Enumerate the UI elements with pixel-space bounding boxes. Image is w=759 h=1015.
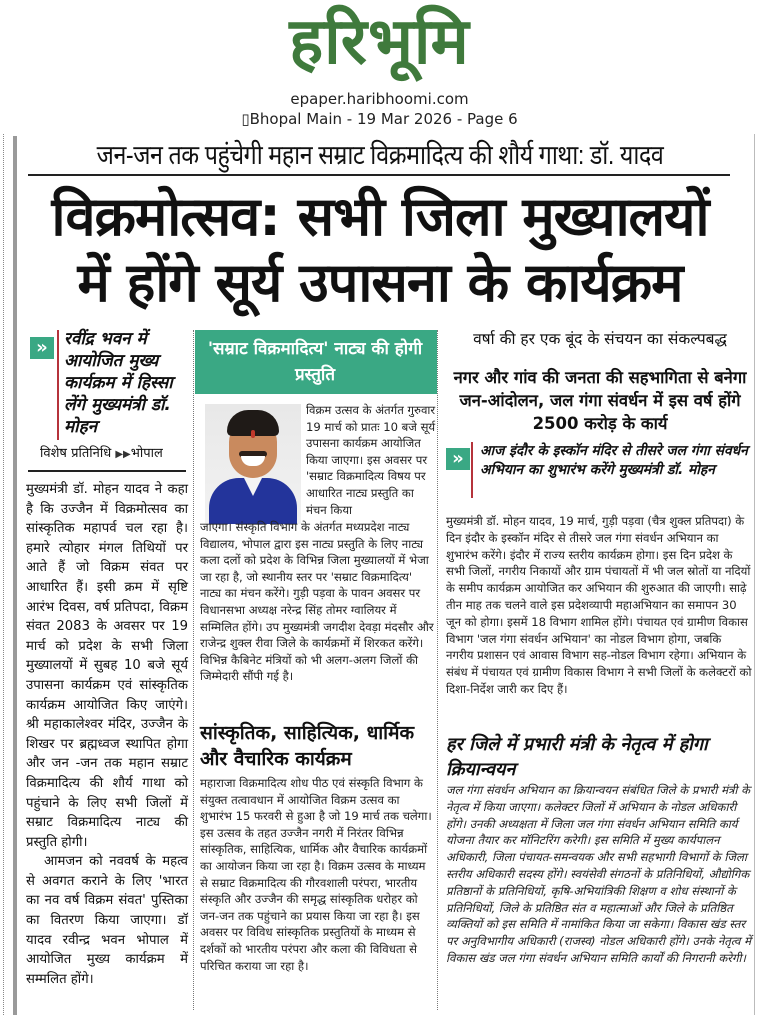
page-left-border — [3, 134, 4, 1015]
deck-accent-rule — [471, 442, 473, 498]
col2-subhead: सांस्कृतिक, साहित्यिक, धार्मिक और वैचारिक कार्यक्रम — [200, 722, 415, 770]
col3-body-2: जल गंगा संवर्धन अभियान का क्रियान्वयन संबंधित जिले के प्रभारी मंत्री के नेतृत्व में किया जाएगा। कलेक्टर जिलों में अभियान के नोडल अधिकारी होंगे। उनकी अध्यक्षता में जिला जल गंगा संवर्धन अभियान समिति कार्य योजना तैयार कर मॉनिटरिंग करेगी। इस समिति में मुख्य कार्यपालन अधिकारी, जिला पंचायत-समन्वयक और सभी सहभागी विभागों के जिला स्तरीय अधिकारी सदस्य होंगे। स्वयंसेवी संगठनों के प्रतिनिधियों, औद्योगिक प्रतिष्ठानों के प्रतिनिधियों, कृषि-अभियांत्रिकी शिक्षण व शोध संस्थानों के प्रतिनिधियों, जिले के प्रतिष्ठित संत व महात्माओं और जिले के प्रतिष्ठित व्यक्तियों को इस समिति में नामांकित किया जा सकेगा। विकास खंड स्तर पर अनुविभागीय अधिकारी (राजस्व) नोडल अधिकारी होंगे। उनके नेतृत्व में विकास खंड जल गंगा संवर्धन अभियान समिति कार्यों की निगरानी करेगी। — [446, 783, 752, 965]
col3-deck: आज इंदौर के इस्कॉन मंदिर से तीसरे जल गंगा संवर्धन अभियान का शुभारंभ करेंगे मुख्यमंत्री डॉ. मोहन — [480, 443, 748, 478]
double-chevron-icon: » — [30, 337, 54, 359]
col2-body: जाएगा। संस्कृति विभाग के अंतर्गत मध्यप्रदेश नाट्य विद्यालय, भोपाल द्वारा इस नाट्य प्रस्तुति के लिए नाट्य कला दलों को प्रदेश के विभिन्न जिला मुख्यालयों में भेजा जा रहा है, जो स्थानीय स्तर पर 'सम्राट विक्रमादित्य' नाट्य का मंचन करेंगे। गुड़ी पड़वा के पावन अवसर पर विधानसभा अध्यक्ष नरेन्द्र सिंह तोमर ग्वालियर में सम्मिलित होंगे। उप मुख्यमंत्री जगदीश देवड़ा मंदसौर और राजेन्द्र शुक्ल रीवा जिले के कार्यक्रमों में शिरकत करेंगे। विभिन्न कैबिनेट मंत्रियों को भी अलग-अलग जिलों की जिम्मेदारी सौंपी गई है। — [200, 520, 434, 684]
double-chevron-icon: » — [446, 448, 470, 470]
col1-rule — [28, 470, 186, 472]
col1-paragraph: आमजन को नववर्ष के महत्व से अवगत कराने के लिए 'भारत का नव वर्ष विक्रम संवत' पुस्तिका का वितरण किया जाएगा। डॉ यादव रवीन्द्र भवन भोपाल में आयोजित मुख्य कार्यक्रम में सम्मलित होंगे। — [26, 854, 188, 987]
page-right-border — [754, 134, 755, 1015]
natya-banner: 'सम्राट विक्रमादित्य' नाट्य की होगी प्रस्तुति — [195, 330, 435, 394]
col3-headline: नगर और गांव की जनता की सहभागिता से बनेगा जन-आंदोलन, जल गंगा संवर्धन में इस वर्ष होंगे 2500 करोड़ के कार्य — [453, 368, 747, 433]
byline-author: विशेष प्रतिनिधि — [40, 446, 112, 461]
col3-body: मुख्यमंत्री डॉ. मोहन यादव, 19 मार्च, गुड़ी पड़वा (चैत्र शुक्ल प्रतिपदा) के दिन इंदौर के इस्कॉन मंदिर से तीसरे जल गंगा संवर्धन अभियान का शुभारंभ करेंगे। इंदौर में राज्य स्तरीय कार्यक्रम होगा। इस दिन प्रदेश के सभी जिलों, नगरीय निकायों और ग्राम पंचायतों में भी जल स्रोतों या नदियों के समीप कार्यक्रम आयोजित कर अभियान की शुरुआत की जाएगी। साढ़े तीन माह तक चलने वाले इस प्रदेशव्यापी महाअभियान का समापन 30 जून को होगा। इसमें 18 विभाग शामिल होंगे। पंचायत एवं ग्रामीण विकास विभाग 'जल गंगा संवर्धन अभियान' का नोडल विभाग होगा, जबकि नगरीय प्रशासन एवं आवास विभाग सह-नोडल विभाग रहेगा। अभियान के संबंध में पंचायत एवं ग्रामीण विकास विभाग ने सभी जिलों के कलेक्टरों को दिशा-निर्देश जारी कर दिए हैं। — [446, 514, 752, 696]
col3-kicker: वर्षा की हर एक बूंद के संचयन का संकल्पबद्ध — [473, 330, 727, 348]
article-kicker: जन-जन तक पहुंचेगी महान सम्राट विक्रमादित्य की शौर्य गाथा: डॉ. यादव — [96, 140, 664, 170]
col1-deck: रवींद्र भवन में आयोजित मुख्य कार्यक्रम में हिस्सा लेंगे मुख्यमंत्री डॉ. मोहन — [64, 329, 173, 437]
edition-info — [0, 110, 759, 128]
column-separator — [437, 330, 438, 1010]
col2-body-2: महाराजा विक्रमादित्य शोध पीठ एवं संस्कृति विभाग के संयुक्त तत्वावधान में आयोजित विक्रम उत्सव का शुभारंभ 15 फरवरी से हुआ है जो 19 मार्च तक चलेगा। इस उत्सव के तहत उज्जैन नगरी में निरंतर विभिन्न सांस्कृतिक, साहित्यिक, धार्मिक और वैचारिक कार्यक्रमों का आयोजन किया जा रहा है। विक्रम उत्सव के माध्यम से सम्राट विक्रमादित्य की गौरवशाली परंपरा, भारतीय संस्कृति और उज्जैन की समृद्ध सांस्कृतिक धरोहर को जन-जन तक पहुंचाने का प्रयास किया जा रहा है। इस अवसर पर विविध सांस्कृतिक प्रस्तुतियों के माध्यम से दर्शकों को भारतीय परंपरा और कला की विविधता से परिचित कराया जा रहा है। — [200, 776, 432, 973]
newspaper-logo[interactable]: हरिभूमि — [289, 5, 470, 79]
calendar-icon: ▯ — [241, 110, 250, 128]
col1-body — [26, 480, 188, 989]
page-left-bar — [13, 136, 17, 1015]
kicker-rule — [28, 174, 730, 176]
col3-subhead: हर जिले में प्रभारी मंत्री के नेतृत्व में होगा क्रियान्वयन — [446, 734, 708, 780]
byline-arrow-icon: ▶▶ — [115, 449, 131, 460]
byline-place: भोपाल — [130, 446, 163, 461]
deck-accent-rule — [57, 330, 59, 440]
banner-accent-strip — [432, 330, 437, 394]
article-headline — [20, 184, 740, 316]
headline-line-1: विक्रमोत्सव: सभी जिला मुख्यालयों — [51, 185, 709, 248]
chief-minister-photo — [205, 404, 301, 524]
headline-line-2: में होंगे सूर्य उपासना के कार्यक्रम — [77, 251, 683, 314]
masthead — [0, 0, 759, 130]
photo-tilak — [251, 430, 255, 438]
col1-paragraph: मुख्यमंत्री डॉ. मोहन यादव ने कहा है कि उज्जैन में विक्रमोत्सव का सांस्कृतिक महापर्व चल रहा है। हमारे त्योहार मंगल तिथियों पर आते हैं जो विक्रम संवत पर आधारित हैं। इसी क्रम में सृष्टि आरंभ दिवस, वर्ष प्रतिपदा, विक्रम संवत 2083 के अवसर पर 19 मार्च को प्रदेश के सभी जिला मुख्यालयों में सुबह 10 बजे सूर्य उपासना कार्यक्रम एवं सांस्कृतिक कार्यक्रम आयोजित किए जाएंगे। श्री महाकालेश्वर मंदिर, उज्जैन के शिखर पर ब्रह्मध्वज स्थापित होगा और जन -जन तक महान सम्राट विक्रमादित्य की शौर्य गाथा को पहुंचाने के लिए सभी जिलों में सम्राट विक्रमादित्य नाट्य की प्रस्तुति होगी। — [26, 482, 188, 850]
column-separator — [193, 330, 194, 1010]
col2-intro: विक्रम उत्सव के अंतर्गत गुरुवार 19 मार्च को प्रातः 10 बजे सूर्य उपासना कार्यक्रम आयोजित किया जाएगा। इस अवसर पर 'सम्राट विक्रमादित्य विषय पर आधारित नाट्य प्रस्तुति का मंचन किया — [306, 403, 436, 517]
byline — [40, 446, 190, 463]
edition-text: Bhopal Main - 19 Mar 2026 - Page 6 — [249, 110, 518, 128]
epaper-url[interactable]: epaper.haribhoomi.com — [290, 90, 469, 108]
